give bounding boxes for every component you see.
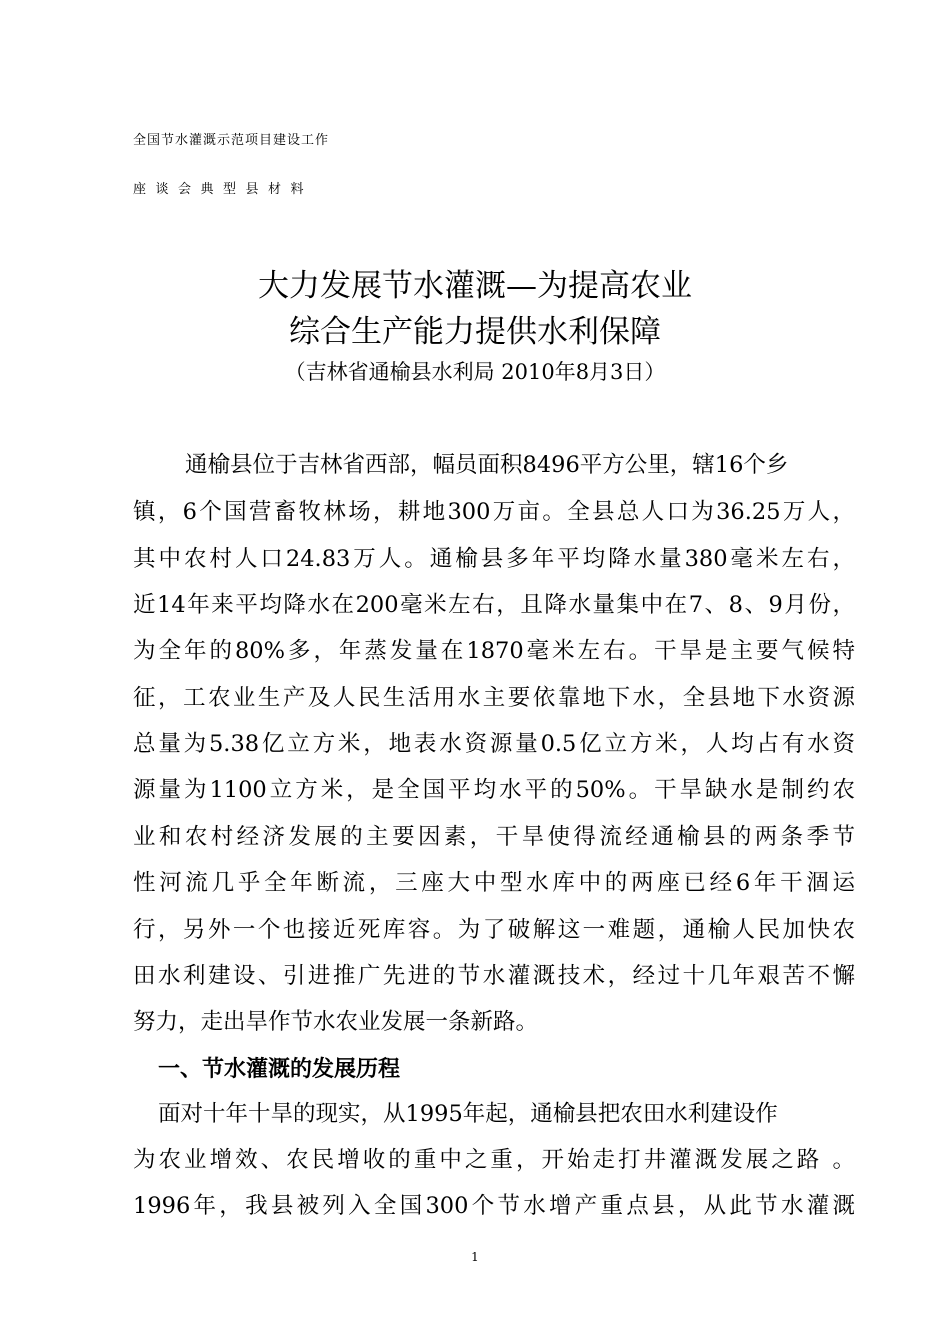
paragraph-line: 面对十年十旱的现实，从1995年起，通榆县把农田水利建设作 (158, 1101, 778, 1127)
paragraph-line: 征，工农业生产及人民生活用水主要依靠地下水，全县地下水资源 (133, 685, 855, 711)
paragraph-line: 为全年的80%多，年蒸发量在1870毫米左右。干旱是主要气候特 (133, 638, 855, 664)
paragraph-line: 业和农村经济发展的主要因素，干旱使得流经通榆县的两条季节 (133, 824, 855, 850)
paragraph-line: 1996年，我县被列入全国300个节水增产重点县，从此节水灌溉 (133, 1193, 855, 1219)
header-line-2: 座谈会典型县材料 (133, 182, 314, 197)
paragraph-line: 性河流几乎全年断流，三座大中型水库中的两座已经6年干涸运 (133, 870, 855, 896)
paragraph-line: 镇，6个国营畜牧林场，耕地300万亩。全县总人口为36.25万人， (133, 499, 855, 525)
paragraph-line: 为农业增效、农民增收的重中之重，开始走打井灌溉发展之路 。 (133, 1147, 855, 1173)
paragraph-line: 总量为5.38亿立方米，地表水资源量0.5亿立方米，人均占有水资 (133, 731, 855, 757)
paragraph-line: 田水利建设、引进推广先进的节水灌溉技术，经过十几年艰苦不懈 (133, 963, 855, 989)
paragraph-line: 源量为1100立方米，是全国平均水平的50%。干旱缺水是制约农 (133, 777, 855, 803)
page-number: 1 (471, 1250, 479, 1264)
paragraph-line: 行，另外一个也接近死库容。为了破解这一难题，通榆人民加快农 (133, 917, 855, 943)
paragraph-line: 其中农村人口24.83万人。通榆县多年平均降水量380毫米左右， (133, 546, 855, 572)
paragraph-line: 努力，走出旱作节水农业发展一条新路。 (133, 1009, 539, 1035)
paragraph-line: 近14年来平均降水在200毫米左右，且降水量集中在7、8、9月份， (133, 592, 855, 618)
document-title-line-1: 大力发展节水灌溉—为提高农业 (258, 268, 692, 304)
paragraph-line: 通榆县位于吉林省西部，幅员面积8496平方公里，辖16个乡 (185, 452, 789, 478)
document-subtitle: （吉林省通榆县水利局 2010年8月3日） (284, 360, 666, 384)
document-title-line-2: 综合生产能力提供水利保障 (289, 314, 661, 350)
header-line-1: 全国节水灌溉示范项目建设工作 (133, 133, 330, 148)
section-heading: 一、节水灌溉的发展历程 (158, 1057, 401, 1082)
